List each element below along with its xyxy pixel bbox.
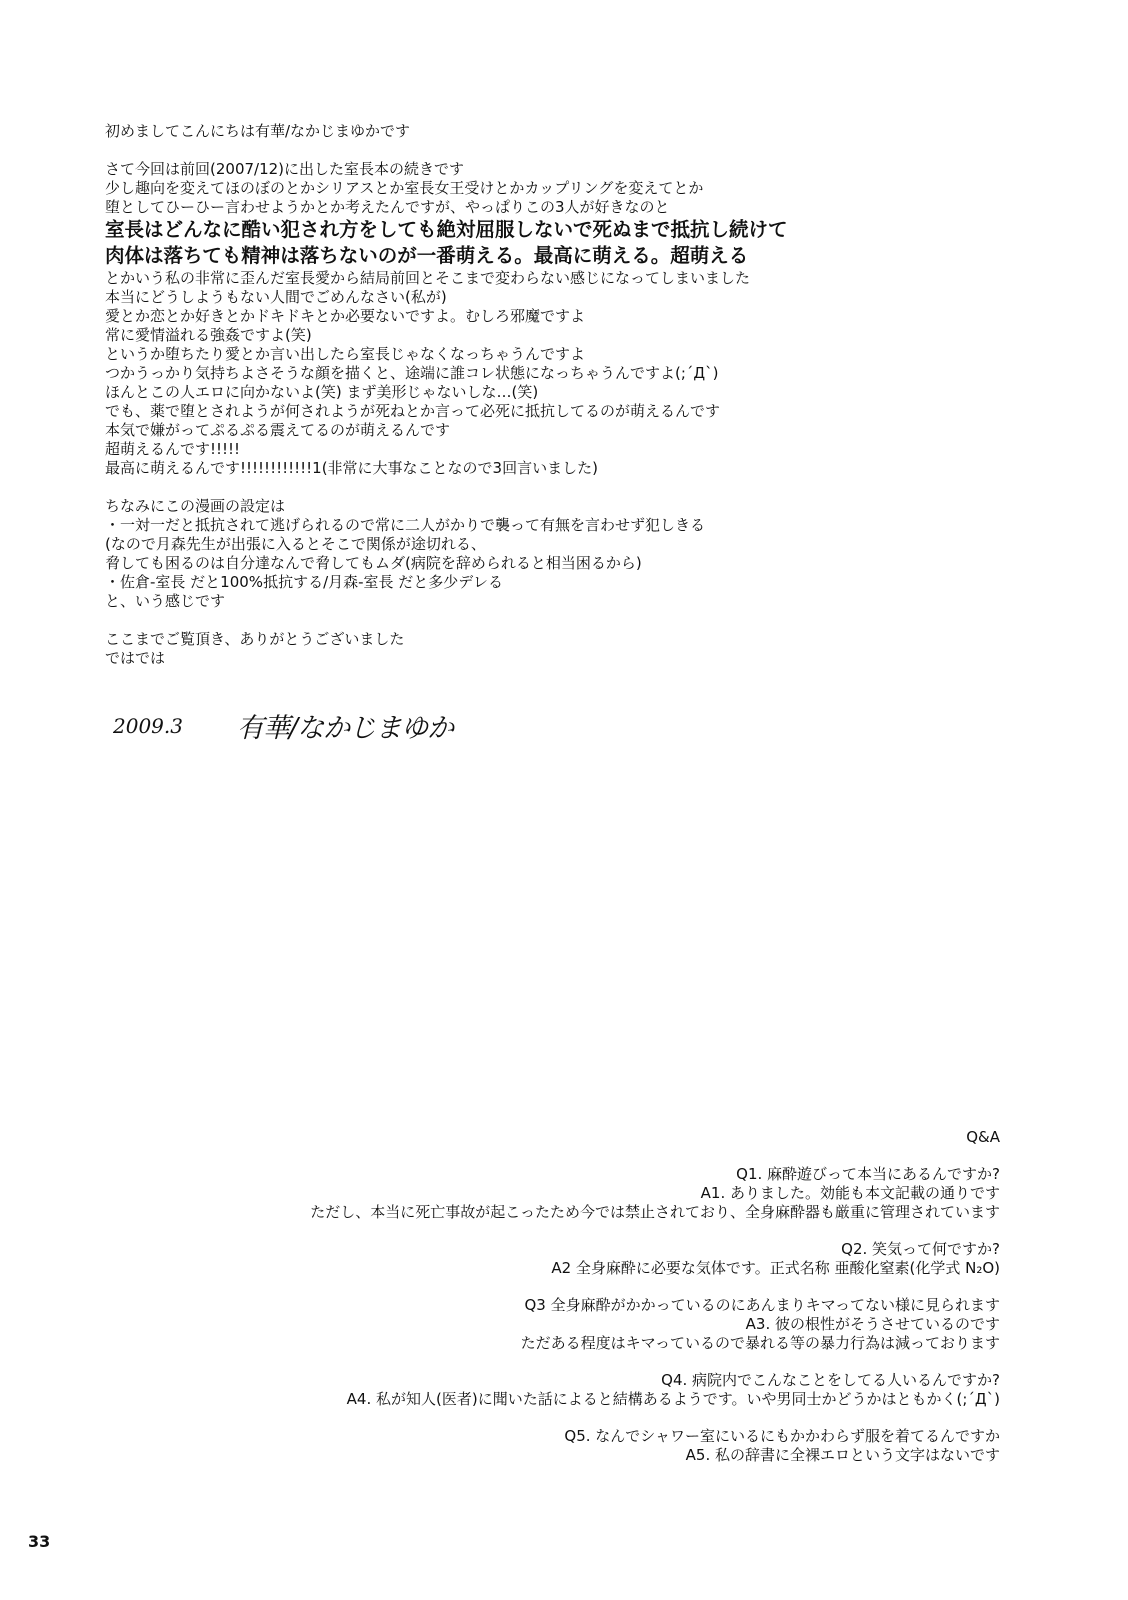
signature-date: 2009.3 [113, 714, 183, 738]
text-line: とかいう私の非常に歪んだ室長愛から結局前回とそこまで変わらない感じになってしまいました [105, 269, 751, 287]
signature-name: 有華/なかじまゆか [237, 713, 454, 744]
question-line: Q2. 笑気って何ですか? [841, 1240, 1000, 1258]
text-line: というか堕ちたり愛とか言い出したら室長じゃなくなっちゃうんですよ [105, 345, 586, 363]
text-line: 最高に萌えるんです!!!!!!!!!!!!1(非常に大事なことなので3回言いました) [105, 459, 598, 477]
text-line: 少し趣向を変えてほのぼのとかシリアスとか室長女王受けとかカップリングを変えてとか [105, 179, 704, 197]
text-line: つかうっかり気持ちよさそうな顔を描くと、途端に誰コレ状態になっちゃうんですよ(;´Д`) [105, 364, 719, 382]
qa-section [120, 1128, 1000, 1483]
answer-line: A2 全身麻酔に必要な気体です。正式名称 亜酸化窒素(化学式 N₂O) [551, 1259, 1000, 1277]
emphasis-line: 肉体は落ちても精神は落ちないのが一番萌える。最高に萌える。超萌える [105, 244, 749, 267]
text-line: 脅しても困るのは自分達なんで脅してもムダ(病院を辞められると相当困るから) [105, 554, 642, 572]
text-line: と、いう感じです [105, 592, 226, 610]
greeting-line: 初めましてこんにちは有華/なかじまゆかです [105, 122, 411, 140]
page-number: 33 [28, 1532, 51, 1551]
emphasis-lines [105, 217, 1065, 269]
answer-line: A3. 彼の根性がそうさせているのです [745, 1315, 1000, 1333]
afterword-text [105, 122, 1065, 668]
answer-line: ただし、本当に死亡事故が起こったため今では禁止されており、全身麻酔器も厳重に管理されています [310, 1203, 1000, 1221]
qa-item [120, 1165, 1000, 1222]
text-line: 堕としてひーひー言わせようかとか考えたんですが、やっぱりこの3人が好きなのと [105, 198, 670, 216]
qa-title: Q&A [966, 1128, 1000, 1146]
text-line: ここまでご覧頂き、ありがとうございました [105, 630, 405, 648]
text-line: 本当にどうしようもない人間でごめんなさい(私が) [105, 288, 447, 306]
text-line: でも、薬で堕とされようが何されようが死ねとか言って必死に抵抗してるのが萌えるんです [105, 402, 721, 420]
question-line: Q1. 麻酔遊びって本当にあるんですか? [736, 1165, 1000, 1183]
question-line: Q3 全身麻酔がかかっているのにあんまりキマってない様に見られます [524, 1296, 1000, 1314]
answer-line: A4. 私が知人(医者)に聞いた話によると結構あるようです。いや男同士かどうかはともかく(;´Д`) [346, 1390, 1000, 1408]
question-line: Q4. 病院内でこんなことをしてる人いるんですか? [661, 1371, 1000, 1389]
text-line: ・一対一だと抵抗されて逃げられるので常に二人がかりで襲って有無を言わせず犯しきる [105, 516, 706, 534]
qa-item [120, 1296, 1000, 1353]
answer-line: ただある程度はキマっているので暴れる等の暴力行為は減っております [520, 1334, 1000, 1352]
text-line: 常に愛情溢れる強姦ですよ(笑) [105, 326, 312, 344]
question-line: Q5. なんでシャワー室にいるにもかかわらず服を着てるんですか [564, 1427, 1000, 1445]
text-line: 愛とか恋とか好きとかドキドキとか必要ないですよ。むしろ邪魔ですよ [105, 307, 586, 325]
paragraph-body [105, 269, 1065, 478]
answer-line: A5. 私の辞書に全裸エロという文字はないです [685, 1446, 1000, 1464]
qa-item [120, 1371, 1000, 1409]
emphasis-line: 室長はどんなに酷い犯され方をしても絶対屈服しないで死ぬまで抵抗し続けて [105, 218, 788, 241]
paragraph-closing [105, 630, 1065, 668]
qa-item [120, 1427, 1000, 1465]
text-line: 本気で嫌がってぷるぷる震えてるのが萌えるんです [105, 421, 451, 439]
paragraph-settings [105, 497, 1065, 611]
paragraph-intro [105, 160, 1065, 217]
text-line: (なので月森先生が出張に入るとそこで関係が途切れる、 [105, 535, 486, 553]
text-line: さて今回は前回(2007/12)に出した室長本の続きです [105, 160, 465, 178]
text-line: ではでは [105, 649, 166, 667]
text-line: ちなみにこの漫画の設定は [105, 497, 286, 515]
qa-item [120, 1240, 1000, 1278]
answer-line: A1. ありました。効能も本文記載の通りです [700, 1184, 1000, 1202]
text-line: ・佐倉-室長 だと100%抵抗する/月森-室長 だと多少デレる [105, 573, 504, 591]
text-line: 超萌えるんです!!!!! [105, 440, 241, 458]
text-line: ほんとこの人エロに向かないよ(笑) まず美形じゃないしな…(笑) [105, 383, 539, 401]
